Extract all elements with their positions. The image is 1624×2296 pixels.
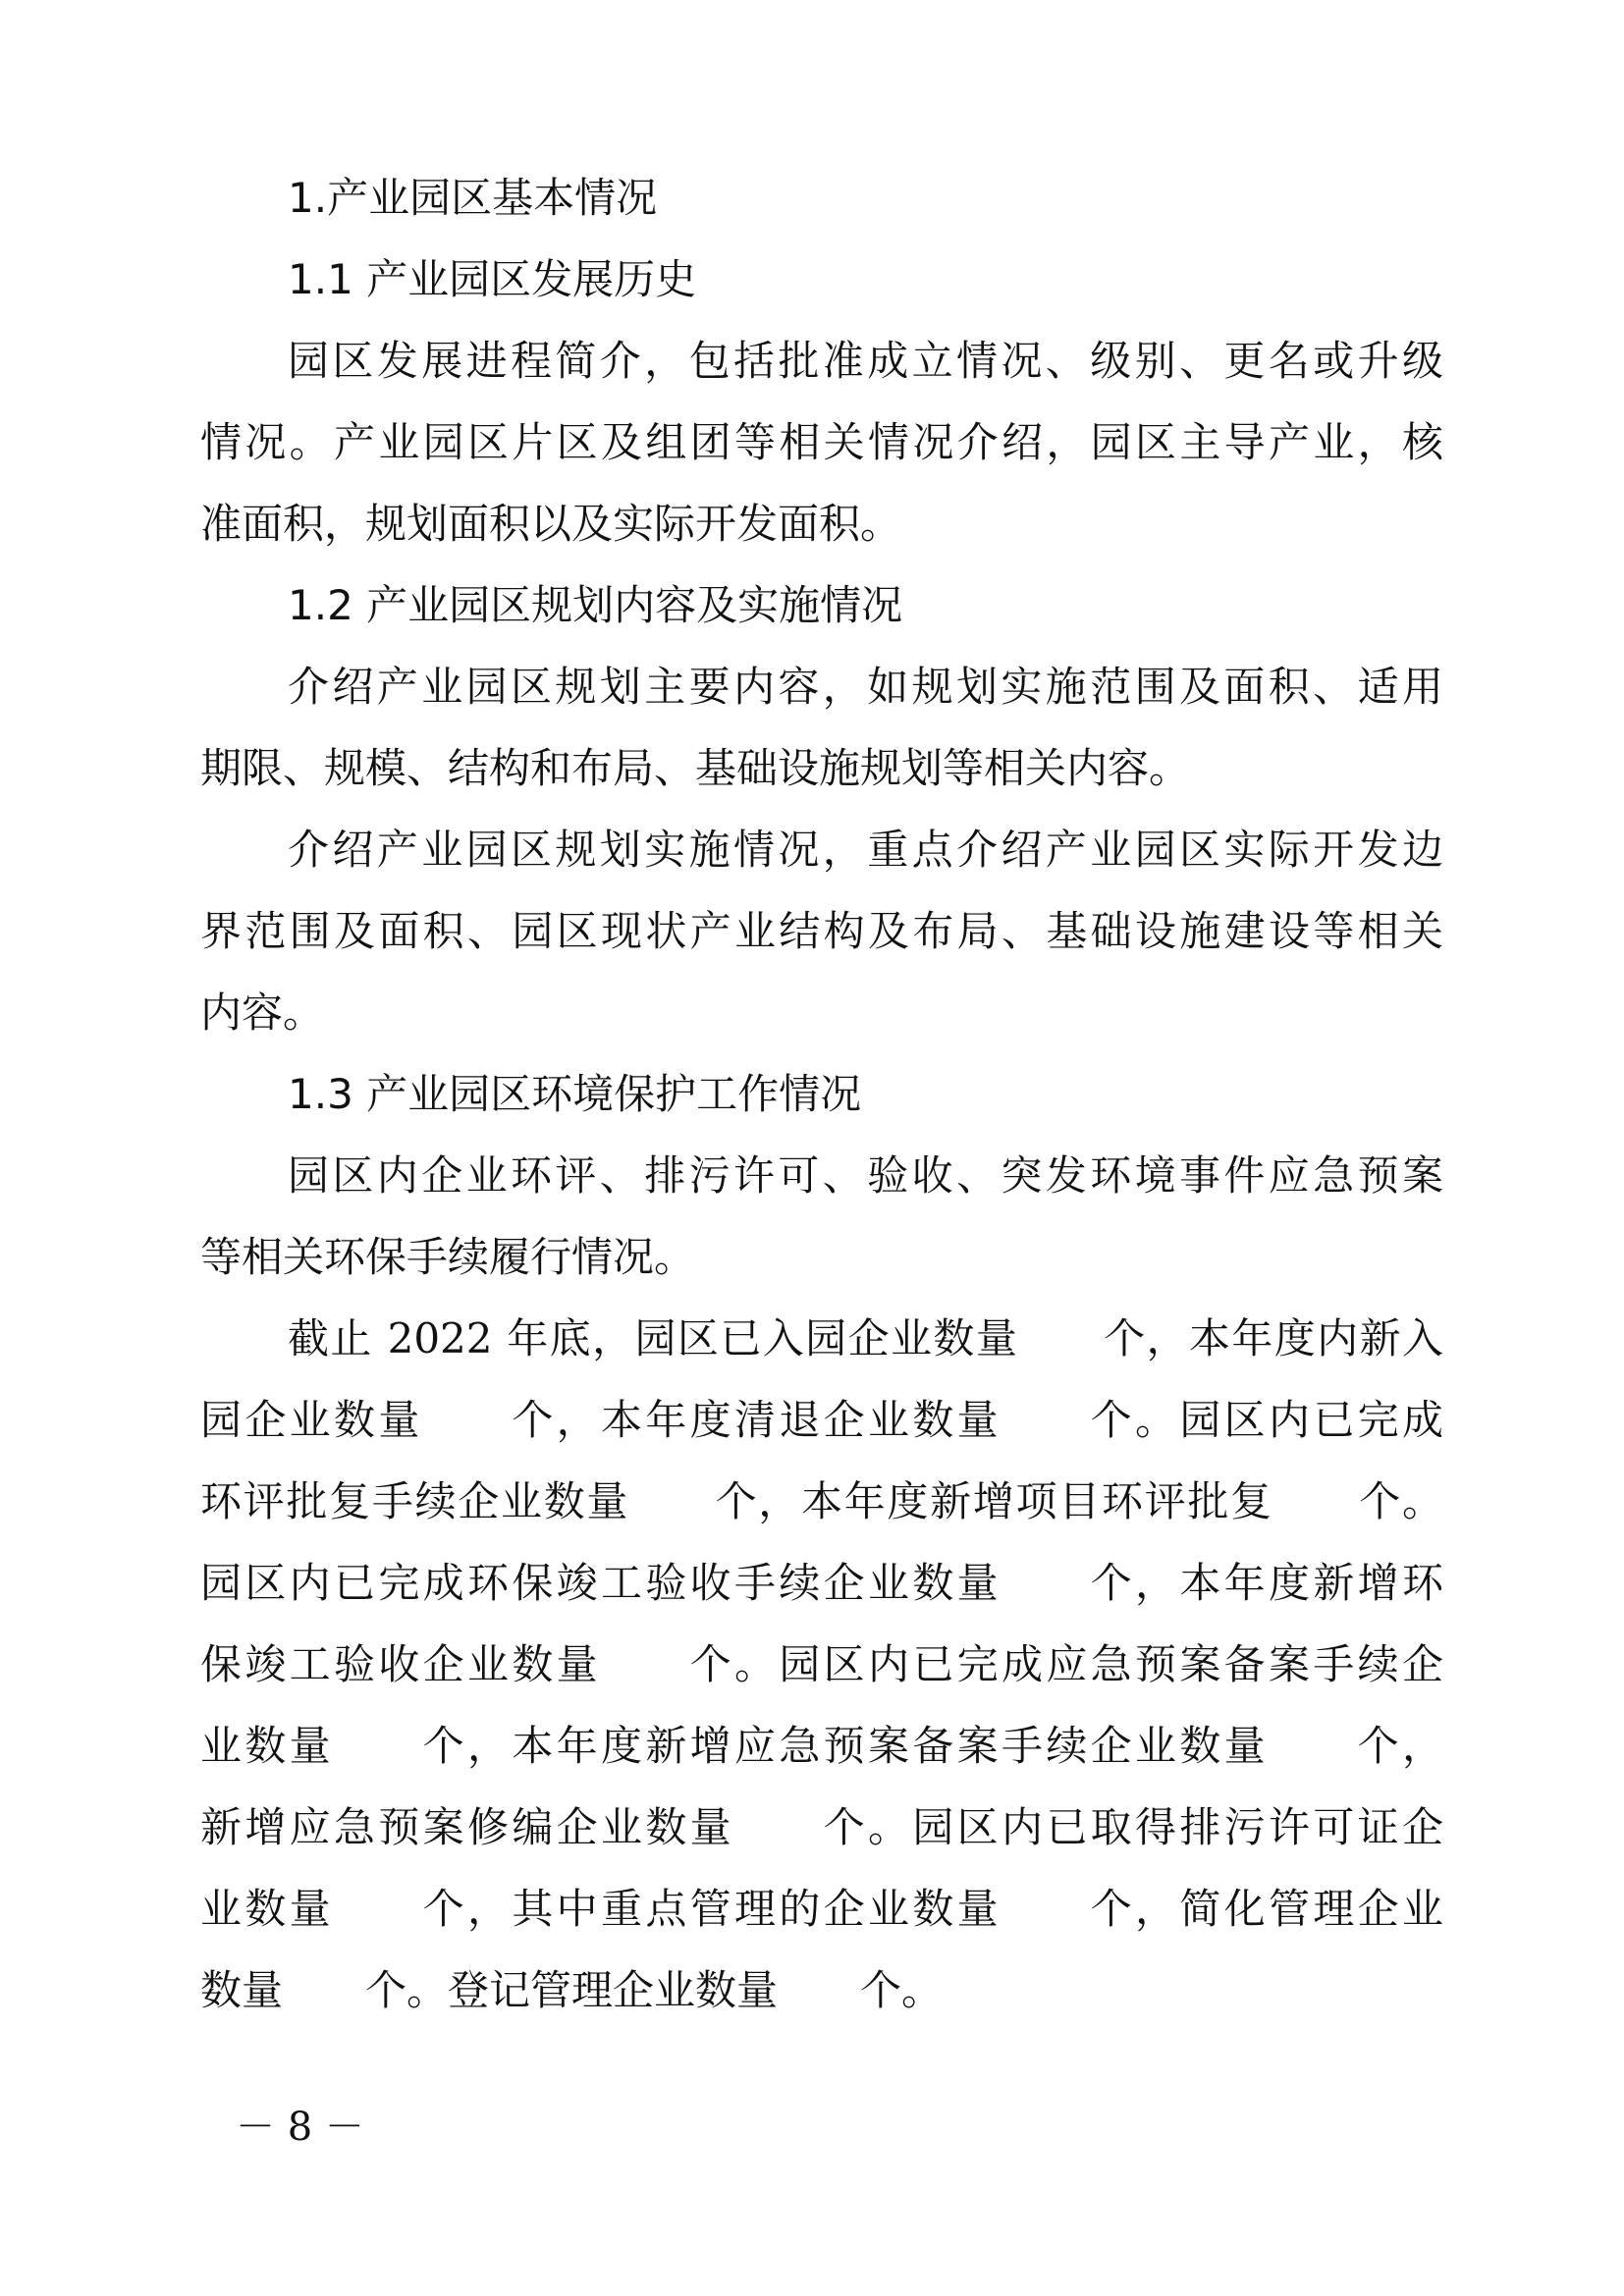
section-heading-1: 1.产业园区基本情况 xyxy=(288,174,658,222)
section-heading-1-3: 1.3 产业园区环境保护工作情况 xyxy=(288,1070,862,1118)
paragraph-line: 内容。 xyxy=(200,988,325,1037)
paragraph-line: 业数量 个，本年度新增应急预案备案手续企业数量 个， xyxy=(200,1722,1443,1770)
page-number: － 8 － xyxy=(236,2105,364,2150)
paragraph-line: 园区内已完成环保竣工验收手续企业数量 个，本年度新增环 xyxy=(200,1559,1443,1607)
paragraph-line: 新增应急预案修编企业数量 个。园区内已取得排污许可证企 xyxy=(200,1803,1443,1851)
paragraph-line: 准面积，规划面积以及实际开发面积。 xyxy=(200,500,902,548)
paragraph-line: 截止 2022 年底，园区已入园企业数量 个，本年度内新入 xyxy=(288,1314,1443,1362)
paragraph-line: 环评批复手续企业数量 个，本年度新增项目环评批复 个。 xyxy=(200,1477,1443,1525)
paragraph-line: 数量 个。登记管理企业数量 个。 xyxy=(200,1966,944,2014)
paragraph-line: 保竣工验收企业数量 个。园区内已完成应急预案备案手续企 xyxy=(200,1640,1443,1688)
paragraph-line: 情况。产业园区片区及组团等相关情况介绍，园区主导产业，核 xyxy=(200,418,1443,466)
section-heading-1-2: 1.2 产业园区规划内容及实施情况 xyxy=(288,581,903,629)
section-heading-1-1: 1.1 产业园区发展历史 xyxy=(288,255,697,303)
paragraph-line: 业数量 个，其中重点管理的企业数量 个，简化管理企业 xyxy=(200,1885,1443,1933)
paragraph-line: 园区内企业环评、排污许可、验收、突发环境事件应急预案 xyxy=(288,1151,1443,1200)
paragraph-line: 界范围及面积、园区现状产业结构及布局、基础设施建设等相关 xyxy=(200,907,1443,955)
paragraph-line: 期限、规模、结构和布局、基础设施规划等相关内容。 xyxy=(200,744,1191,792)
paragraph-line: 介绍产业园区规划主要内容，如规划实施范围及面积、适用 xyxy=(288,663,1443,711)
paragraph-line: 介绍产业园区规划实施情况，重点介绍产业园区实际开发边 xyxy=(288,826,1443,874)
paragraph-line: 园区发展进程简介，包括批准成立情况、级别、更名或升级 xyxy=(288,337,1443,385)
paragraph-line: 等相关环保手续履行情况。 xyxy=(200,1233,696,1281)
paragraph-line: 园企业数量 个，本年度清退企业数量 个。园区内已完成 xyxy=(200,1396,1443,1444)
